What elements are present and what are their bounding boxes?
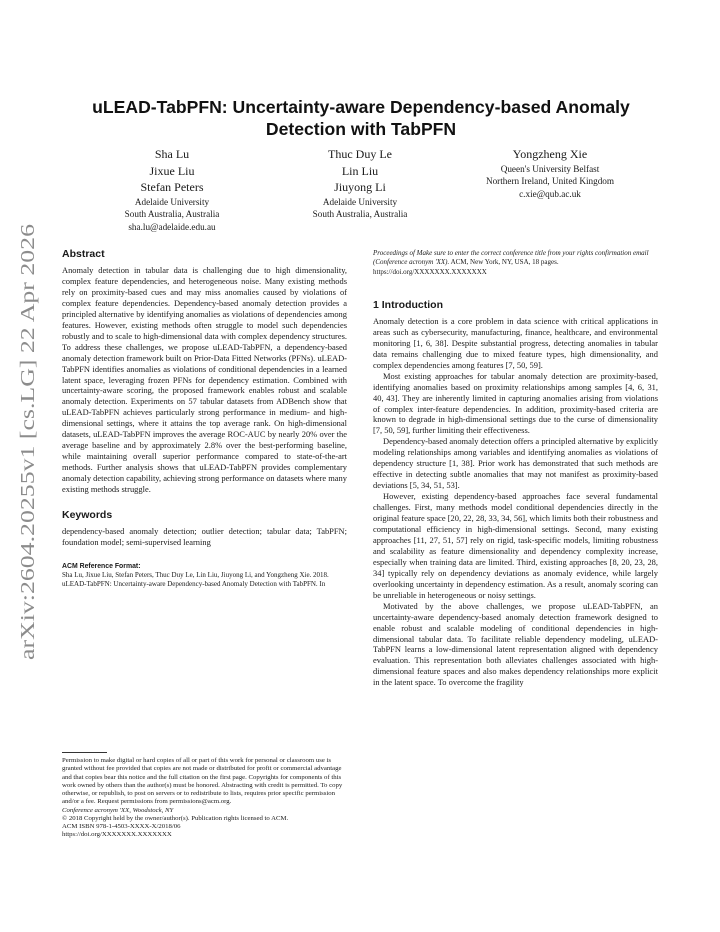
author-affiliation: South Australia, Australia xyxy=(124,209,220,219)
acm-venue: Proceedings of Make sure to enter the correct conference title from your rights confirmation email (Conference acronym 'XX). xyxy=(373,249,649,267)
author-affiliation: South Australia, Australia xyxy=(312,209,408,219)
author-name: Yongzheng Xie xyxy=(512,147,588,161)
author-name: Stefan Peters xyxy=(140,180,204,194)
copyright-line: © 2018 Copyright held by the owner/author(s). Publication rights licensed to ACM. xyxy=(62,814,289,822)
paper-title xyxy=(62,97,660,140)
keywords-text: dependency-based anomaly detection; outlier detection; tabular data; TabPFN; foundation model; semi-supervised learning xyxy=(62,526,347,547)
permission-block xyxy=(62,757,347,840)
author-email: c.xie@qub.ac.uk xyxy=(519,188,581,199)
intro-paragraph: Anomaly detection is a core problem in data science with critical applications in areas such as cybersecurity, manufacturing, finance, healthcare, and environmental monitoring [1, 6, 38]. Despite substantial progress, detecting anomalies in tabular data remains challenging due to mixed feature types, high dimensionality, and complex dependencies among features [7, 50, 59]. xyxy=(373,315,658,370)
intro-paragraph: Most existing approaches for tabular anomaly detection are proximity-based, identifying anomalies based on proximity relationships among samples [4, 6, 31, 40, 43]. They are inherently limited in capturing anomalies arising from violations of complex inter-feature dependencies. In addition, proximity-based criteria are known to degrade in high-dimensional settings due to the curse of dimensionality [7, 50, 59], further limiting their effectiveness. xyxy=(373,370,658,436)
author-affiliation: Adelaide University xyxy=(322,196,398,207)
paper-title-line2: Detection with TabPFN xyxy=(265,118,457,139)
left-column xyxy=(62,248,347,589)
intro-paragraph: However, existing dependency-based approaches face several fundamental challenges. First, many methods model conditional dependencies directly in the original feature space [20, 22, 28, 33, 34, 56], which limits both their robustness and computational efficiency in high-dimensional settings. Second, many existing approaches [11, 27, 51, 57] rely on rigid, task-specific models, limiting robustness and scalability as feature dimensionality and dependency complexity increase, especially when training data are limited. Third, existing approaches [8, 20, 23, 28, 34] typically rely on dependency deviations as anomaly evidence, while largely overlooking uncertainty in dependency estimation. As a result, anomaly scoring can be unreliable in heterogeneous or noisy settings. xyxy=(373,491,658,600)
acm-reference-tail: ACM, New York, NY, USA, 18 pages. https://doi.org/XXXXXXX.XXXXXXX xyxy=(373,258,559,276)
intro-paragraph: Motivated by the above challenges, we propose uLEAD-TabPFN, an uncertainty-aware dependency-based anomaly detection framework designed to enable robust and scalable modeling of conditional dependencies in high-dimensional tabular data. To facilitate reliable dependency modeling, uLEAD-TabPFN learns a low-dimensional latent representation aligned with dependency evaluation. This representation both alleviates challenges associated with high-dimensional feature spaces and also makes dependency relationships more explicit in the latent space. To overcome the fragility xyxy=(373,600,658,688)
author-affiliation: Queen's University Belfast xyxy=(500,163,600,174)
author-name: Jixue Liu xyxy=(149,163,195,178)
author-block-1 xyxy=(97,146,247,233)
right-column xyxy=(373,249,658,688)
author-name: Lin Liu xyxy=(341,163,379,178)
author-email: sha.lu@adelaide.edu.au xyxy=(128,221,216,232)
doi-line: https://doi.org/XXXXXXX.XXXXXXX xyxy=(62,831,172,839)
abstract-heading: Abstract xyxy=(62,248,105,260)
arxiv-stamp xyxy=(6,222,46,662)
acm-reference-text: Sha Lu, Jixue Liu, Stefan Peters, Thuc Duy Le, Lin Liu, Jiuyong Li, and Yongzheng Xie. 2018. uLEAD-TabPFN: Uncertainty-aware Dependency-based Anomaly Detection with TabPFN. In xyxy=(62,570,329,588)
arxiv-stamp-text: arXiv:2604.20255v1 [cs.LG] 22 Apr 2026 xyxy=(18,330,39,660)
permission-text: Permission to make digital or hard copies of all or part of this work for personal or classroom use is granted without fee provided that copies are not made or distributed for profit or commercial advantage and that copies bear this notice and the full citation on the first page. Copyrights for components of this work owned by others than the author(s) must be honored. Abstracting with credit is permitted. To copy otherwise, or republish, to post on servers or to redistribute to lists, requires prior specific permission and/or a fee. Request permissions from permissions@acm.org. xyxy=(62,757,343,806)
author-affiliation: Adelaide University xyxy=(134,196,210,207)
paper-title-line1: uLEAD-TabPFN: Uncertainty-aware Dependency-based Anomaly xyxy=(92,97,630,117)
author-affiliation: Northern Ireland, United Kingdom xyxy=(485,176,615,186)
introduction-heading: 1 Introduction xyxy=(373,298,443,311)
acm-reference-heading: ACM Reference Format: xyxy=(62,562,141,570)
isbn-line: ACM ISBN 978-1-4503-XXXX-X/2018/06 xyxy=(62,823,181,830)
author-block-2 xyxy=(285,146,435,221)
acm-reference-continued xyxy=(373,249,658,277)
author-block-3 xyxy=(450,146,650,200)
author-name: Sha Lu xyxy=(154,147,190,161)
abstract-text: Anomaly detection in tabular data is challenging due to high dimensionality, complex feature dependencies, and heterogeneous noise. Many existing methods rely on proximity-based cues and may miss anomalies caused by violations of complex feature dependencies. Dependency-based anomaly detection provides a principled alternative by identifying anomalies as violations of dependencies among features. However, existing methods often struggle to model such dependencies robustly and to scale to high-dimensional data with complex dependency structures. To address these challenges, we propose uLEAD-TabPFN, a dependency-based anomaly detection framework built on Prior-Data Fitted Networks (PFNs). uLEAD-TabPFN identifies anomalies as violations of conditional dependencies in a learned latent space, leveraging frozen PFNs for dependency estimation. Combined with uncertainty-aware scoring, the proposed framework enables robust and scalable anomaly detection. Experiments on 57 tabular datasets from ADBench show that uLEAD-TabPFN achieves particularly strong performance in medium- and high-dimensional settings, where it attains the top average rank. On high-dimensional datasets, uLEAD-TabPFN improves the average ROC-AUC by nearly 20% over the average baseline and by approximately 2.8% over the best-performing baseline, while maintaining overall superior performance compared to state-of-the-art methods. Further analysis shows that uLEAD-TabPFN provides complementary anomaly detection capability, achieving strong performance on datasets where many existing methods struggle. xyxy=(62,265,347,495)
intro-paragraph: Dependency-based anomaly detection offers a principled alternative by explicitly modeling relationships among variables and identifying anomalies as violations of dependency structure [1, 38]. Prior work has demonstrated that such methods are effective in detecting subtle anomalies that may not manifest as proximity-based deviations [5, 34, 51, 53]. xyxy=(373,436,658,491)
author-name: Jiuyong Li xyxy=(334,180,386,194)
author-name: Thuc Duy Le xyxy=(328,147,392,161)
conference-line: Conference acronym 'XX, Woodstock, NY xyxy=(62,806,174,814)
keywords-heading: Keywords xyxy=(62,509,113,522)
footnote-rule xyxy=(62,752,107,753)
